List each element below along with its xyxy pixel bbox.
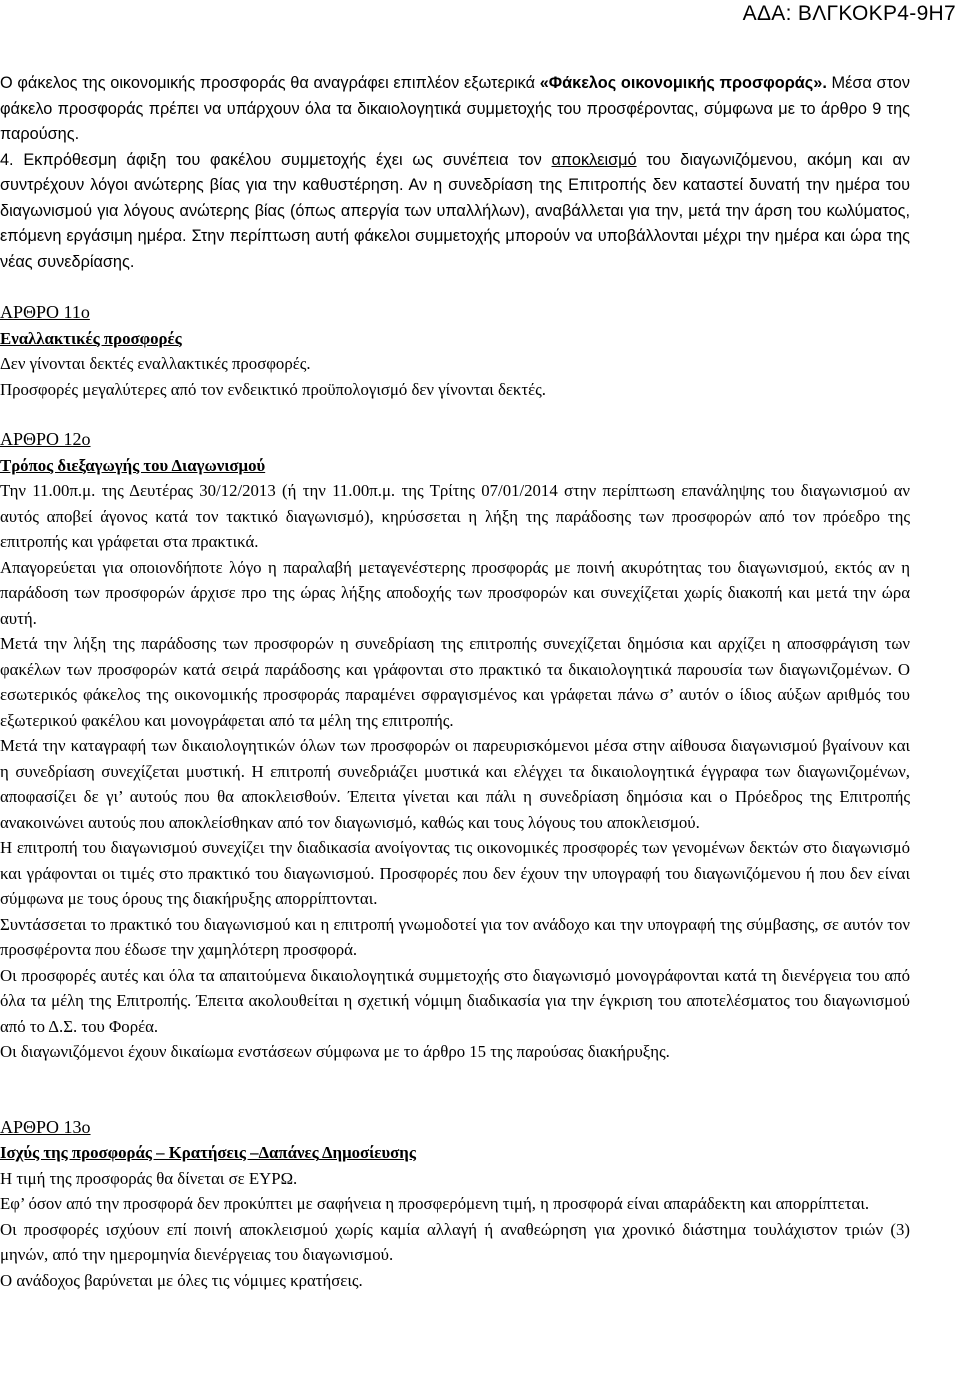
envelope-paragraph [0,71,910,148]
article-12-paragraph-3: Μετά την λήξη της παράδοσης των προσφορών η συνεδρίαση της επιτροπής συνεχίζεται δημόσια και αρχίζει η αποσφράγιση των φακέλων των προσφορών κατά σειρά παράδοσης και γράφονται στο πρακτικό τα δικαιολογητικά παρουσία των διαγωνιζομένων. Ο εσωτερικός φάκελος της οικονομικής προσφοράς παραμένει σφραγισμένος και γράφεται πάνω σ’ αυτόν ο ίδιος αύξων αριθμός του εξωτερικού φακέλου και μονογράφεται από τα μέλη της επιτροπής. [0,634,910,730]
envelope-text-end: Μέσα στον φάκελο προσφοράς πρέπει να υπάρχουν όλα τα δικαιολογητικά συμμετοχής του προσφέροντας, σύμφωνα με το άρθρο 9 της παρούσης. [0,74,910,143]
article-11-title: Εναλλακτικές προσφορές [0,328,182,348]
envelope-text-start: Ο φάκελος της οικονομικής προσφοράς θα αναγράφει επιπλέον εξωτερικά [0,74,540,92]
article-12-title-part-2: Διαγωνισμού [171,455,266,475]
article-13-paragraph-1: Η τιμή της προσφοράς θα δίνεται σε ΕΥΡΩ. [0,1168,298,1188]
article-12 [0,427,910,1065]
intro-section [0,71,910,275]
envelope-label-bold: «Φάκελος οικονομικής προσφοράς». [539,74,827,92]
article-13-heading: ΑΡΘΡΟ 13ο [0,1116,91,1137]
article-12-paragraph-6: Συντάσσεται το πρακτικό του διαγωνισμού και η επιτροπή γνωμοδοτεί για τον ανάδοχο και την υπογραφή της σύμβασης, σε αυτόν τον προσφέροντα που έδωσε την χαμηλότερη προσφορά. [0,914,910,959]
article-12-paragraph-7: Οι προσφορές αυτές και όλα τα απαιτούμενα δικαιολογητικά συμμετοχής στο διαγωνισμό μονογράφονται κατά τη διενέργεια του από όλα τα μέλη της Επιτροπής. Έπειτα ακολουθείται η σχετική νόμιμη διαδικασία για την έγκριση του αποτελέσματος του διαγωνισμού από το Δ.Σ. του Φορέα. [0,965,910,1036]
late-arrival-paragraph [0,148,910,276]
article-12-title [0,453,910,479]
article-11-line-1: Δεν γίνονται δεκτές εναλλακτικές προσφορές. [0,354,311,373]
late-arrival-text-end: του διαγωνιζόμενου, ακόμη και αν συντρέχουν λόγοι ανώτερης βίας για την καθυστέρηση. Αν η συνεδρίαση της Επιτροπής δεν καταστεί δυνατή την ημέρα του διαγωνισμού για λόγους ανώτερης βίας (όπως απεργία των υπαλλήλων), αναβάλλεται για την, μετά την άρση του κωλύματος, επόμενη εργάσιμη ημέρα. Στην περίπτωση αυτή φάκελοι συμμετοχής μπορούν να υποβάλλονται μέχρι την ημέρα και ώρα της νέας συνεδρίασης. [0,150,910,271]
article-12-title-part-1: Τρόπος διεξαγωγής του [0,455,172,475]
article-12-paragraph-2: Απαγορεύεται για οποιονδήποτε λόγο η παραλαβή μεταγενέστερης προσφοράς με ποινή ακυρότητας του διαγωνισμού, εκτός αν η παράδοση των προσφορών άρχισε προ της ώρας λήξης αποδοχής των προσφορών και συνεχίζεται χωρίς διακοπή και μετά την ώρα αυτή. [0,557,910,628]
article-13-paragraph-2: Εφ’ όσον από την προσφορά δεν προκύπτει με σαφήνεια η προσφερόμενη τιμή, η προσφορά είναι απαράδεκτη και απορρίπτεται. [0,1194,870,1213]
article-12-paragraph-4: Μετά την καταγραφή των δικαιολογητικών όλων των προσφορών οι παρευρισκόμενοι μέσα στην αίθουσα διαγωνισμού βγαίνουν και η συνεδρίαση συνεχίζεται μυστική. Η επιτροπή συνεδριάζει μυστικά και ελέγχει τα δικαιολογητικά έγγραφα των διαγωνιζομένων, αποφασίζει δε γι’ αυτούς που θα αποκλεισθούν. Έπειτα γίνεται και πάλι η συνεδρίαση δημόσια και ο Πρόεδρος της Επιτροπής ανακοινώνει αυτούς που αποκλείσθηκαν από τον διαγωνισμό, καθώς και τους λόγους του αποκλεισμού. [0,736,910,832]
article-12-paragraph-5: Η επιτροπή του διαγωνισμού συνεχίζει την διαδικασία ανοίγοντας τις οικονομικές προσφορές των γενομένων δεκτών στο διαγωνισμό και γράφονται οι τιμές στο πρακτικό του διαγωνισμού. Προσφορές που δεν έχουν την υπογραφή του διαγωνιζόμενου ή που δεν είναι σύμφωνα με τους όρους της διακήρυξης απορρίπτονται. [0,838,910,908]
article-13-title-part-1: Ισχύς της προσφοράς – Κρατήσεις – [0,1143,259,1162]
article-12-paragraph-1: Την 11.00π.μ. της Δευτέρας 30/12/2013 (ή την 11.00π.μ. της Τρίτης 07/01/2014 στην περίπτωση επανάληψης του διαγωνισμού αν αυτός αποβεί άγονος κατά τον τακτικό διαγωνισμό), κηρύσσεται η λήξη της παράδοσης των προσφορών από τον πρόεδρο της επιτροπής και γράφεται στα πρακτικά. [0,481,910,551]
article-13-title [0,1140,910,1166]
article-12-heading [0,427,910,453]
article-13 [0,1115,910,1294]
late-arrival-text-start: 4. Εκπρόθεσμη άφιξη του φακέλου συμμετοχής έχει ως συνέπεια τον [0,150,552,169]
article-13-paragraph-4: Ο ανάδοχος βαρύνεται με όλες τις νόμιμες κρατήσεις. [0,1270,363,1290]
ada-code: ΑΔΑ: ΒΛΓΚΟΚΡ4-9Η7 [742,2,956,25]
article-11-line-2: Προσφορές μεγαλύτερες από τον ενδεικτικό προϋπολογισμό δεν γίνονται δεκτές. [0,379,546,399]
article-13-title-part-3: Δημοσίευσης [322,1143,416,1162]
article-12-paragraph-8: Οι διαγωνιζόμενοι έχουν δικαίωμα ενστάσεων σύμφωνα με το άρθρο 15 της παρούσας διακήρυξης. [0,1042,670,1061]
exclusion-word: αποκλεισμό [551,150,637,169]
article-11 [0,300,910,402]
article-13-paragraph-3: Οι προσφορές ισχύουν επί ποινή αποκλεισμού χωρίς καμία αλλαγή ή αναθεώρηση για χρονικό διάστημα τουλάχιστον τριών (3) μηνών, από την ημερομηνία διενέργειας του διαγωνισμού. [0,1219,910,1264]
document-body [0,71,910,1293]
article-13-title-part-2: Δαπάνες [258,1143,319,1162]
article-12-heading-text: ΑΡΘΡΟ 12ο [0,429,91,449]
article-11-heading: ΑΡΘΡΟ 11ο [0,302,90,322]
